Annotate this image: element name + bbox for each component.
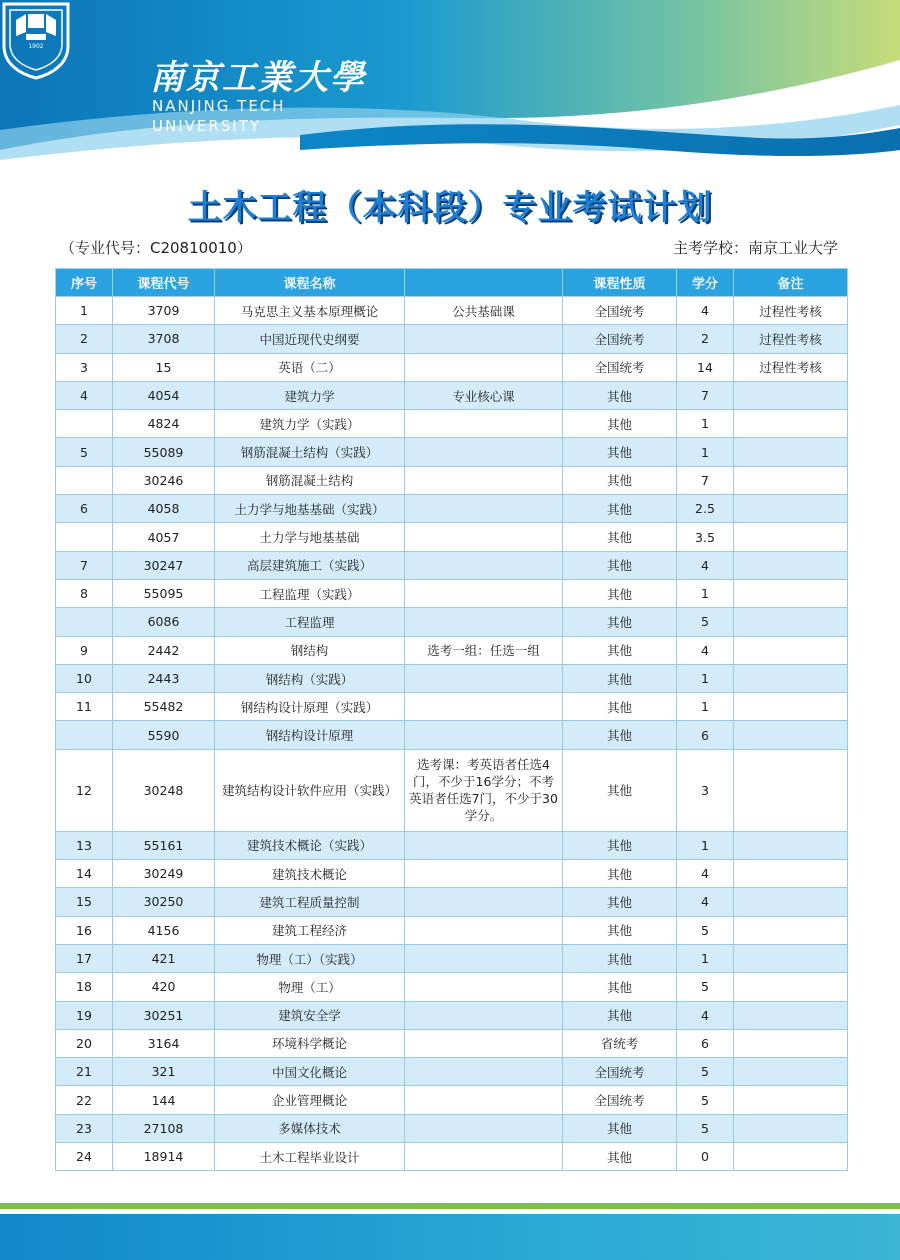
university-name-en-line1: NANJING TECH xyxy=(152,97,286,115)
table-row xyxy=(56,1001,848,1029)
row-no: 14 xyxy=(56,860,113,888)
row-group xyxy=(405,466,563,494)
row-credit: 6 xyxy=(677,1029,734,1057)
table-row xyxy=(56,693,848,721)
row-type: 其他 xyxy=(563,693,677,721)
row-no: 10 xyxy=(56,664,113,692)
row-name: 建筑安全学 xyxy=(215,1001,405,1029)
row-name: 环境科学概论 xyxy=(215,1029,405,1057)
row-type: 其他 xyxy=(563,860,677,888)
table-row xyxy=(56,438,848,466)
row-name: 建筑工程经济 xyxy=(215,916,405,944)
university-name-en-line2: UNIVERSITY xyxy=(152,117,262,135)
row-name: 马克思主义基本原理概论 xyxy=(215,297,405,325)
row-group xyxy=(405,325,563,353)
row-no: 6 xyxy=(56,495,113,523)
row-type: 全国统考 xyxy=(563,1086,677,1114)
table-row xyxy=(56,608,848,636)
table-row xyxy=(56,579,848,607)
row-name: 多媒体技术 xyxy=(215,1114,405,1142)
exam-plan-table xyxy=(55,268,848,1171)
header-type: 课程性质 xyxy=(563,269,677,297)
row-code: 30247 xyxy=(113,551,215,579)
row-credit: 1 xyxy=(677,438,734,466)
row-code: 4058 xyxy=(113,495,215,523)
row-no xyxy=(56,466,113,494)
table-row xyxy=(56,1058,848,1086)
row-code: 5590 xyxy=(113,721,215,749)
table-row xyxy=(56,466,848,494)
row-group xyxy=(405,1086,563,1114)
row-code: 18914 xyxy=(113,1143,215,1171)
row-name: 中国文化概论 xyxy=(215,1058,405,1086)
row-type: 其他 xyxy=(563,495,677,523)
row-group xyxy=(405,523,563,551)
row-remark xyxy=(734,831,848,859)
row-credit: 4 xyxy=(677,636,734,664)
row-no: 20 xyxy=(56,1029,113,1057)
row-group xyxy=(405,693,563,721)
table-row xyxy=(56,860,848,888)
row-remark xyxy=(734,749,848,831)
row-credit: 5 xyxy=(677,973,734,1001)
row-group xyxy=(405,831,563,859)
row-group xyxy=(405,916,563,944)
row-code: 4057 xyxy=(113,523,215,551)
row-no: 5 xyxy=(56,438,113,466)
table-row xyxy=(56,831,848,859)
row-code: 421 xyxy=(113,944,215,972)
row-group xyxy=(405,973,563,1001)
row-code: 55089 xyxy=(113,438,215,466)
row-group xyxy=(405,721,563,749)
row-no: 4 xyxy=(56,381,113,409)
row-name: 土力学与地基基础 xyxy=(215,523,405,551)
row-name: 物理（工）（实践） xyxy=(215,944,405,972)
row-type: 省统考 xyxy=(563,1029,677,1057)
header-name: 课程名称 xyxy=(215,269,405,297)
table-row xyxy=(56,297,848,325)
row-no: 9 xyxy=(56,636,113,664)
row-code: 6086 xyxy=(113,608,215,636)
row-remark xyxy=(734,860,848,888)
table-row xyxy=(56,749,848,831)
row-type: 其他 xyxy=(563,551,677,579)
row-remark xyxy=(734,664,848,692)
row-type: 其他 xyxy=(563,831,677,859)
row-type: 其他 xyxy=(563,523,677,551)
row-code: 4054 xyxy=(113,381,215,409)
row-code: 3709 xyxy=(113,297,215,325)
row-no: 24 xyxy=(56,1143,113,1171)
row-no: 13 xyxy=(56,831,113,859)
row-code: 30246 xyxy=(113,466,215,494)
row-remark xyxy=(734,523,848,551)
row-no xyxy=(56,410,113,438)
row-code: 420 xyxy=(113,973,215,1001)
row-code: 27108 xyxy=(113,1114,215,1142)
row-code: 3164 xyxy=(113,1029,215,1057)
table-row xyxy=(56,1143,848,1171)
banner-background xyxy=(0,0,900,165)
row-group xyxy=(405,608,563,636)
header-no: 序号 xyxy=(56,269,113,297)
row-type: 全国统考 xyxy=(563,1058,677,1086)
row-type: 其他 xyxy=(563,721,677,749)
row-group xyxy=(405,860,563,888)
table-row xyxy=(56,721,848,749)
row-type: 其他 xyxy=(563,944,677,972)
row-credit: 14 xyxy=(677,353,734,381)
row-name: 企业管理概论 xyxy=(215,1086,405,1114)
row-code: 30249 xyxy=(113,860,215,888)
row-remark xyxy=(734,438,848,466)
row-code: 30248 xyxy=(113,749,215,831)
row-credit: 6 xyxy=(677,721,734,749)
row-credit: 2 xyxy=(677,325,734,353)
row-type: 其他 xyxy=(563,973,677,1001)
row-remark xyxy=(734,916,848,944)
row-remark xyxy=(734,551,848,579)
row-remark xyxy=(734,495,848,523)
row-code: 144 xyxy=(113,1086,215,1114)
row-no: 21 xyxy=(56,1058,113,1086)
row-credit: 7 xyxy=(677,381,734,409)
row-name: 钢结构 xyxy=(215,636,405,664)
row-no: 23 xyxy=(56,1114,113,1142)
table-row xyxy=(56,636,848,664)
row-remark xyxy=(734,944,848,972)
row-code: 4824 xyxy=(113,410,215,438)
table-row xyxy=(56,523,848,551)
header-code: 课程代号 xyxy=(113,269,215,297)
row-credit: 4 xyxy=(677,297,734,325)
row-credit: 5 xyxy=(677,1114,734,1142)
footer-green-stripe xyxy=(0,1203,900,1209)
row-type: 其他 xyxy=(563,916,677,944)
row-no: 16 xyxy=(56,916,113,944)
svg-text:1902: 1902 xyxy=(28,43,44,50)
row-remark xyxy=(734,1029,848,1057)
table-row xyxy=(56,1029,848,1057)
row-type: 其他 xyxy=(563,381,677,409)
row-name: 钢筋混凝土结构（实践） xyxy=(215,438,405,466)
row-group xyxy=(405,551,563,579)
row-no: 2 xyxy=(56,325,113,353)
table-header-row xyxy=(56,269,848,297)
row-no: 12 xyxy=(56,749,113,831)
row-type: 全国统考 xyxy=(563,297,677,325)
row-credit: 1 xyxy=(677,579,734,607)
row-type: 其他 xyxy=(563,1001,677,1029)
row-credit: 4 xyxy=(677,888,734,916)
row-group: 选考课：考英语者任选4门，不少于16学分；不考英语者任选7门，不少于30学分。 xyxy=(405,749,563,831)
row-no: 7 xyxy=(56,551,113,579)
row-credit: 1 xyxy=(677,693,734,721)
row-group xyxy=(405,664,563,692)
row-group xyxy=(405,410,563,438)
row-remark xyxy=(734,608,848,636)
header-banner xyxy=(0,0,900,165)
row-no: 22 xyxy=(56,1086,113,1114)
row-remark xyxy=(734,636,848,664)
host-school: 主考学校：南京工业大学 xyxy=(672,239,838,257)
row-name: 高层建筑施工（实践） xyxy=(215,551,405,579)
row-code: 15 xyxy=(113,353,215,381)
row-group xyxy=(405,1029,563,1057)
row-type: 其他 xyxy=(563,749,677,831)
table-row xyxy=(56,888,848,916)
row-credit: 7 xyxy=(677,466,734,494)
row-type: 其他 xyxy=(563,1143,677,1171)
row-name: 建筑力学 xyxy=(215,381,405,409)
row-name: 钢结构设计原理（实践） xyxy=(215,693,405,721)
row-type: 其他 xyxy=(563,664,677,692)
row-remark xyxy=(734,579,848,607)
row-code: 55095 xyxy=(113,579,215,607)
row-credit: 5 xyxy=(677,1058,734,1086)
row-type: 其他 xyxy=(563,636,677,664)
row-name: 建筑技术概论（实践） xyxy=(215,831,405,859)
table-row xyxy=(56,1114,848,1142)
row-remark xyxy=(734,888,848,916)
row-name: 钢结构设计原理 xyxy=(215,721,405,749)
footer-blue-band xyxy=(0,1214,900,1260)
row-code: 4156 xyxy=(113,916,215,944)
row-remark xyxy=(734,1001,848,1029)
row-name: 建筑工程质量控制 xyxy=(215,888,405,916)
row-remark xyxy=(734,466,848,494)
row-type: 其他 xyxy=(563,608,677,636)
row-remark: 过程性考核 xyxy=(734,353,848,381)
row-group: 公共基础课 xyxy=(405,297,563,325)
university-name-cn: 南京工業大學 xyxy=(150,58,366,98)
row-no: 18 xyxy=(56,973,113,1001)
row-type: 其他 xyxy=(563,466,677,494)
row-name: 工程监理 xyxy=(215,608,405,636)
row-credit: 1 xyxy=(677,831,734,859)
row-credit: 1 xyxy=(677,410,734,438)
row-group xyxy=(405,1143,563,1171)
row-credit: 3.5 xyxy=(677,523,734,551)
row-no xyxy=(56,523,113,551)
row-group xyxy=(405,579,563,607)
row-code: 55482 xyxy=(113,693,215,721)
table-row xyxy=(56,1086,848,1114)
row-remark: 过程性考核 xyxy=(734,297,848,325)
row-name: 建筑技术概论 xyxy=(215,860,405,888)
row-name: 中国近现代史纲要 xyxy=(215,325,405,353)
row-remark xyxy=(734,1143,848,1171)
row-code: 3708 xyxy=(113,325,215,353)
row-type: 其他 xyxy=(563,1114,677,1142)
header-credit: 学分 xyxy=(677,269,734,297)
row-group xyxy=(405,353,563,381)
row-type: 其他 xyxy=(563,438,677,466)
row-credit: 2.5 xyxy=(677,495,734,523)
row-code: 2442 xyxy=(113,636,215,664)
row-no: 19 xyxy=(56,1001,113,1029)
row-group: 选考一组：任选一组 xyxy=(405,636,563,664)
table-row xyxy=(56,916,848,944)
page-title: 土木工程（本科段）专业考试计划 xyxy=(187,188,713,228)
row-remark xyxy=(734,1086,848,1114)
row-no: 17 xyxy=(56,944,113,972)
row-group xyxy=(405,888,563,916)
row-name: 钢筋混凝土结构 xyxy=(215,466,405,494)
row-name: 建筑结构设计软件应用（实践） xyxy=(215,749,405,831)
row-code: 2443 xyxy=(113,664,215,692)
row-remark xyxy=(734,1114,848,1142)
table-row xyxy=(56,381,848,409)
row-no: 15 xyxy=(56,888,113,916)
table-row xyxy=(56,551,848,579)
row-no: 1 xyxy=(56,297,113,325)
row-remark xyxy=(734,1058,848,1086)
row-credit: 0 xyxy=(677,1143,734,1171)
row-no xyxy=(56,608,113,636)
row-code: 321 xyxy=(113,1058,215,1086)
row-type: 其他 xyxy=(563,579,677,607)
header-group xyxy=(405,269,563,297)
row-group xyxy=(405,438,563,466)
row-remark xyxy=(734,721,848,749)
row-credit: 5 xyxy=(677,916,734,944)
row-name: 土木工程毕业设计 xyxy=(215,1143,405,1171)
table-body xyxy=(56,297,848,1171)
table-row xyxy=(56,495,848,523)
row-credit: 5 xyxy=(677,608,734,636)
row-code: 30251 xyxy=(113,1001,215,1029)
table-row xyxy=(56,973,848,1001)
row-group xyxy=(405,1114,563,1142)
table-row xyxy=(56,410,848,438)
row-name: 英语（二） xyxy=(215,353,405,381)
row-remark: 过程性考核 xyxy=(734,325,848,353)
row-name: 钢结构（实践） xyxy=(215,664,405,692)
row-type: 全国统考 xyxy=(563,325,677,353)
row-name: 土力学与地基基础（实践） xyxy=(215,495,405,523)
row-type: 其他 xyxy=(563,888,677,916)
row-remark xyxy=(734,381,848,409)
major-code: （专业代号：C20810010） xyxy=(60,239,252,257)
row-credit: 4 xyxy=(677,1001,734,1029)
row-remark xyxy=(734,973,848,1001)
table-row xyxy=(56,325,848,353)
row-credit: 3 xyxy=(677,749,734,831)
row-remark xyxy=(734,410,848,438)
row-no: 8 xyxy=(56,579,113,607)
row-name: 建筑力学（实践） xyxy=(215,410,405,438)
row-code: 55161 xyxy=(113,831,215,859)
row-group xyxy=(405,944,563,972)
row-credit: 1 xyxy=(677,944,734,972)
row-group: 专业核心课 xyxy=(405,381,563,409)
row-type: 其他 xyxy=(563,410,677,438)
table-row xyxy=(56,353,848,381)
row-no: 11 xyxy=(56,693,113,721)
row-credit: 4 xyxy=(677,860,734,888)
row-credit: 1 xyxy=(677,664,734,692)
row-name: 工程监理（实践） xyxy=(215,579,405,607)
row-name: 物理（工） xyxy=(215,973,405,1001)
university-emblem-icon xyxy=(0,0,72,80)
row-remark xyxy=(734,693,848,721)
row-credit: 5 xyxy=(677,1086,734,1114)
row-group xyxy=(405,495,563,523)
row-no: 3 xyxy=(56,353,113,381)
row-type: 全国统考 xyxy=(563,353,677,381)
row-group xyxy=(405,1058,563,1086)
row-group xyxy=(405,1001,563,1029)
row-no xyxy=(56,721,113,749)
header-remark: 备注 xyxy=(734,269,848,297)
table-row xyxy=(56,944,848,972)
row-code: 30250 xyxy=(113,888,215,916)
table-row xyxy=(56,664,848,692)
row-credit: 4 xyxy=(677,551,734,579)
